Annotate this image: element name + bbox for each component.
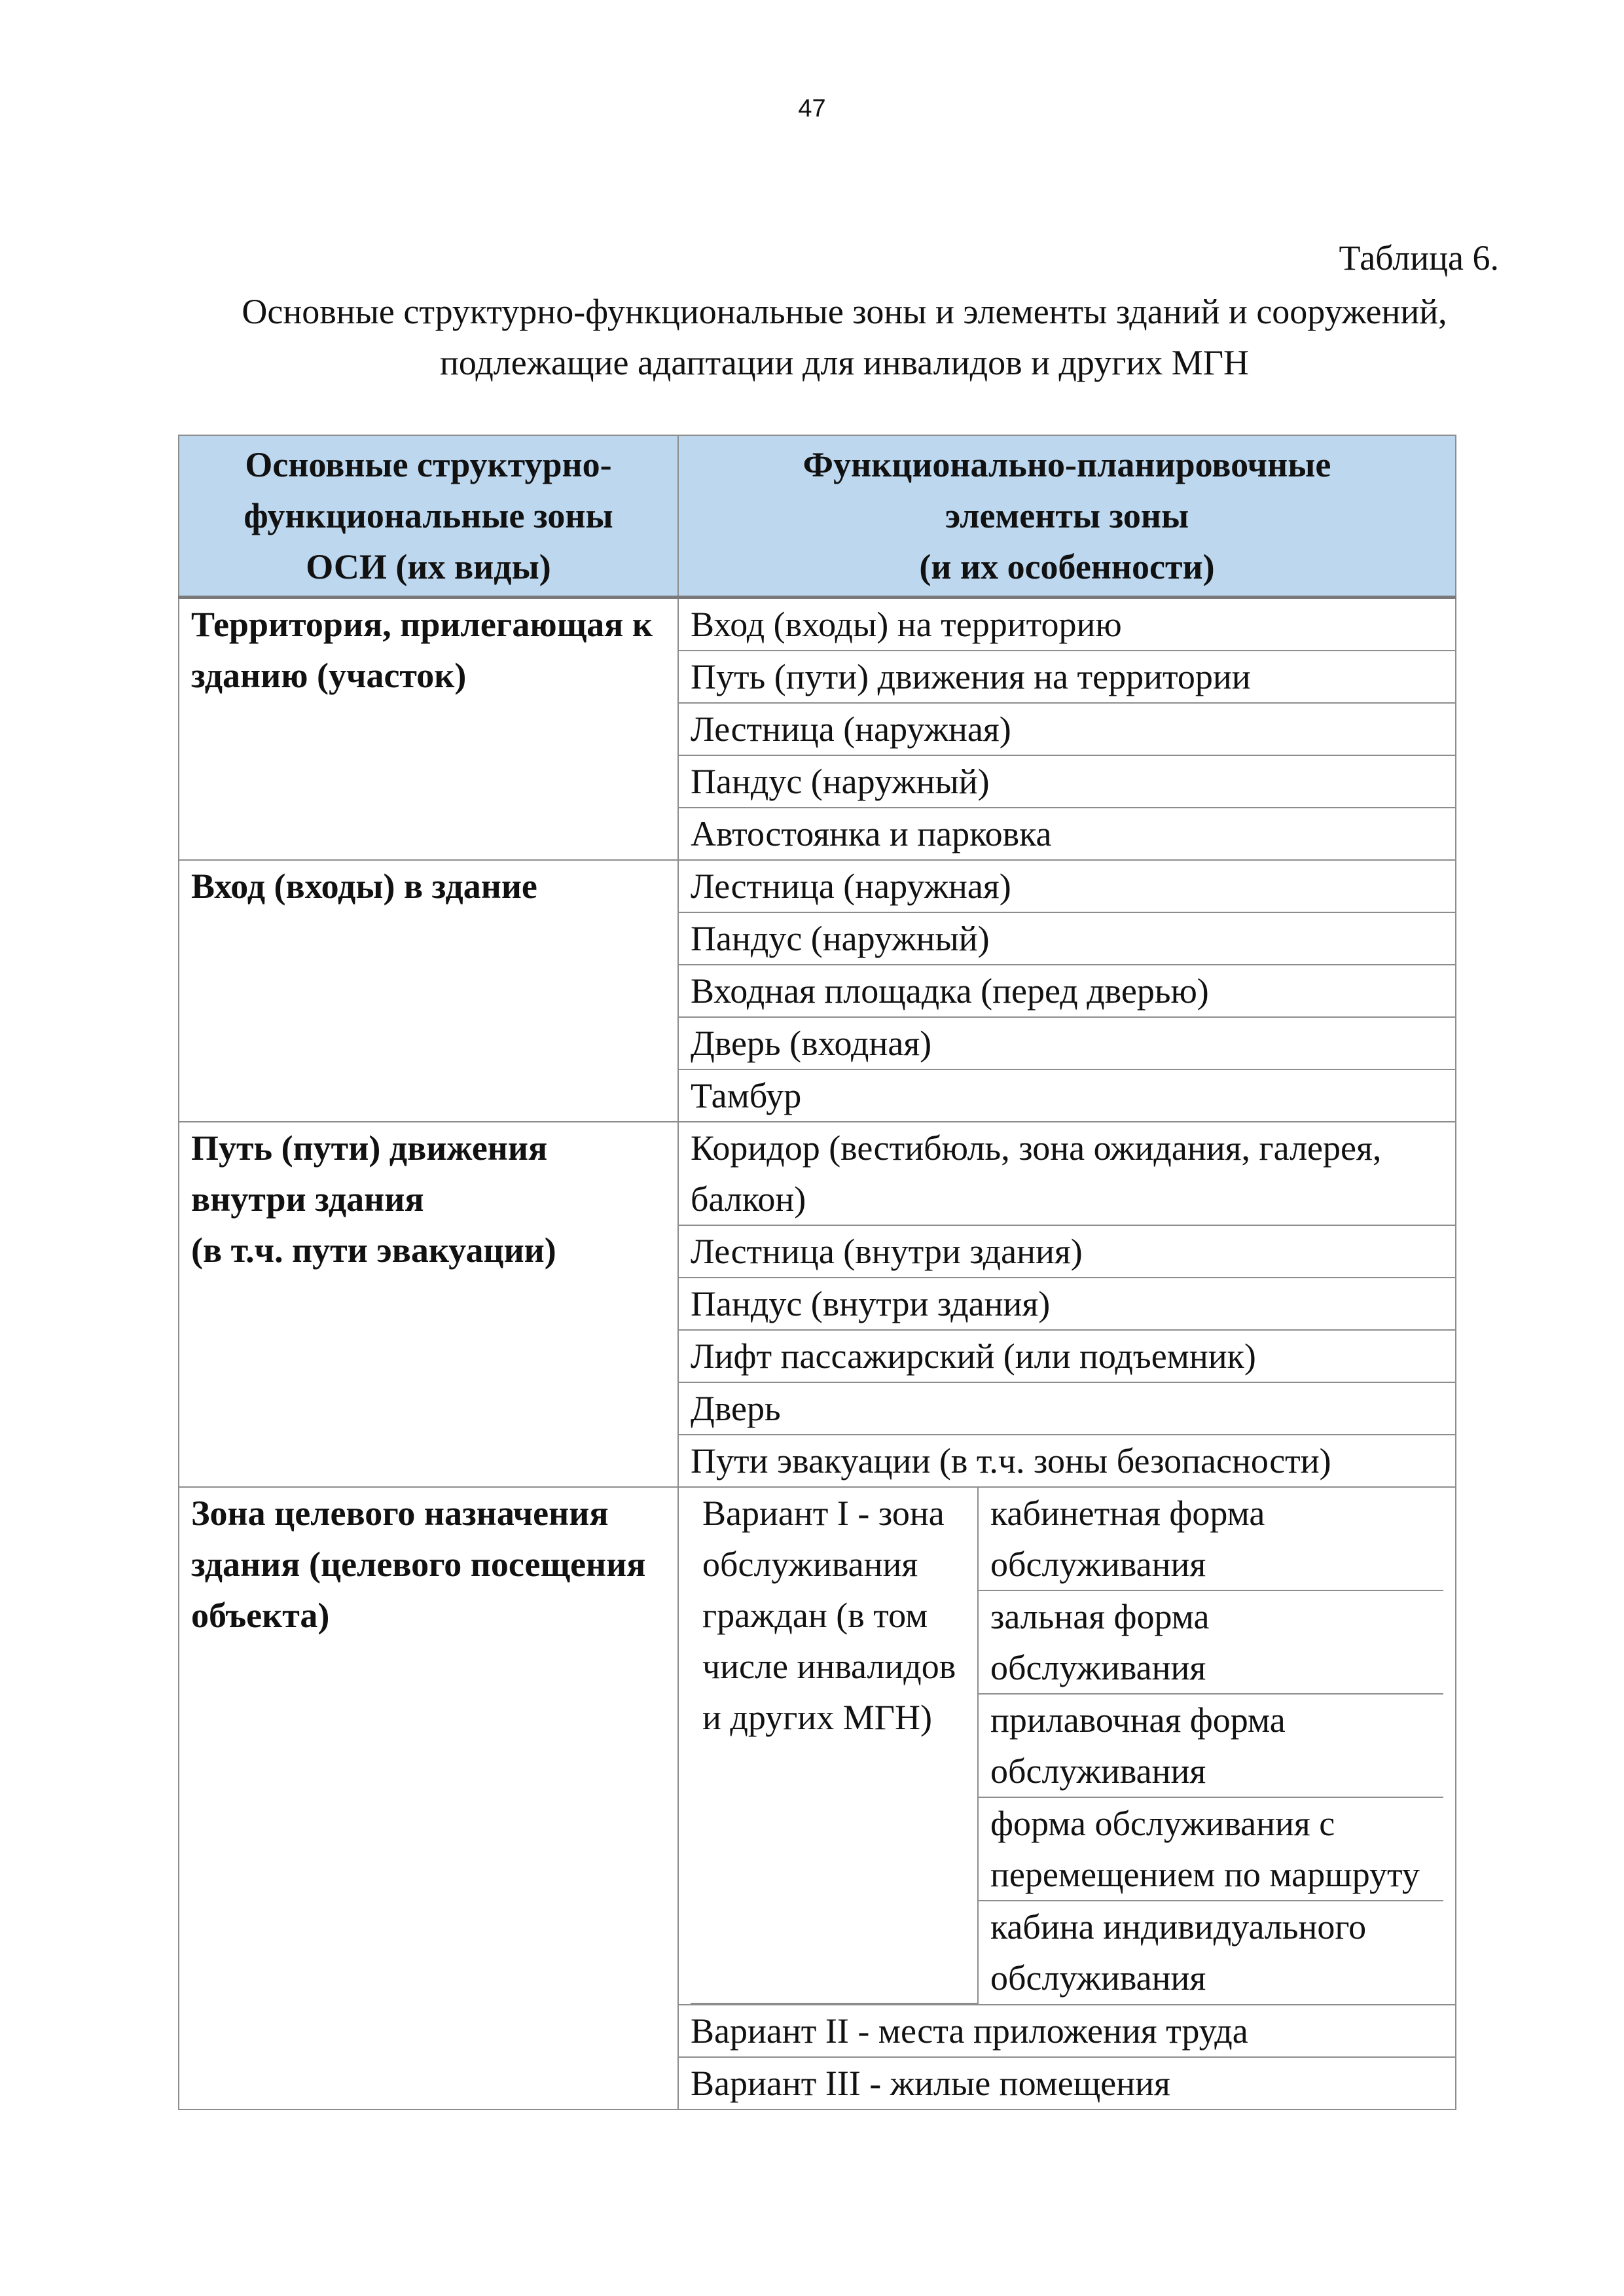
header-row — [179, 435, 1456, 598]
element-cell: Пандус (наружный) — [678, 912, 1456, 965]
element-cell: Дверь — [678, 1382, 1456, 1435]
zone-territory: Территория, прилегающая к зданию (участок) — [179, 598, 678, 861]
variant2-cell: Вариант II - места приложения труда — [678, 2005, 1456, 2057]
header-zones-line3: ОСИ (их виды) — [306, 547, 551, 586]
element-cell: Вход (входы) на территорию — [678, 598, 1456, 651]
header-zones — [179, 435, 678, 598]
element-cell: Пандус (внутри здания) — [678, 1278, 1456, 1330]
table-row — [179, 860, 1456, 912]
element-cell: Входная площадка (перед дверью) — [678, 965, 1456, 1017]
service-form: зальная форма обслуживания — [978, 1590, 1443, 1694]
table-row — [179, 598, 1456, 651]
header-zones-line1: Основные структурно- — [245, 445, 612, 484]
element-cell: Лестница (наружная) — [678, 703, 1456, 755]
sub-row — [691, 1488, 1443, 1590]
element-cell: Автостоянка и парковка — [678, 808, 1456, 860]
zone-movement-note: (в т.ч. пути эвакуации) — [191, 1230, 556, 1270]
variant3-cell: Вариант III - жилые помещения — [678, 2057, 1456, 2109]
element-cell: Коридор (вестибюль, зона ожидания, галерея, балкон) — [678, 1122, 1456, 1225]
header-elements — [678, 435, 1456, 598]
zone-entrance: Вход (входы) в здание — [179, 860, 678, 1122]
element-cell: Лифт пассажирский (или подъемник) — [678, 1330, 1456, 1382]
variant1-cell — [678, 1487, 1456, 2005]
page-number: 47 — [798, 95, 826, 122]
element-cell: Пандус (наружный) — [678, 755, 1456, 808]
service-form: прилавочная форма обслуживания — [978, 1694, 1443, 1797]
element-cell: Тамбур — [678, 1069, 1456, 1122]
table-row — [179, 1487, 1456, 2005]
header-elements-line2: элементы зоны — [945, 496, 1189, 535]
table-number: Таблица 6. — [1339, 238, 1499, 278]
table-title-line1: Основные структурно-функциональные зоны и элементы зданий и сооружений, — [242, 292, 1447, 331]
table-row — [179, 1122, 1456, 1225]
table-title-line2: подлежащие адаптации для инвалидов и других МГН — [439, 343, 1249, 382]
element-cell: Пути эвакуации (в т.ч. зоны безопасности) — [678, 1435, 1456, 1487]
element-cell: Лестница (наружная) — [678, 860, 1456, 912]
zone-target-purpose: Зона целевого назначения здания (целевого посещения объекта) — [179, 1487, 678, 2109]
service-form: кабинетная форма обслуживания — [978, 1488, 1443, 1590]
variant1-subtable — [691, 1488, 1443, 2004]
service-form: форма обслуживания с перемещением по маршруту — [978, 1797, 1443, 1901]
variant1-label: Вариант I - зона обслуживания граждан (в том числе инвалидов и других МГН) — [691, 1488, 978, 2003]
header-elements-line3: (и их особенности) — [919, 547, 1215, 586]
zones-table — [178, 435, 1456, 2110]
service-form: кабина индивидуального обслуживания — [978, 1901, 1443, 2003]
element-cell: Дверь (входная) — [678, 1017, 1456, 1069]
header-elements-line1: Функционально-планировочные — [803, 445, 1331, 484]
table-title — [190, 286, 1499, 388]
header-zones-line2: функциональные зоны — [244, 496, 613, 535]
zone-movement-name: Путь (пути) движения внутри здания — [191, 1128, 548, 1219]
element-cell: Путь (пути) движения на территории — [678, 651, 1456, 703]
zone-movement-paths — [179, 1122, 678, 1487]
element-cell: Лестница (внутри здания) — [678, 1225, 1456, 1278]
